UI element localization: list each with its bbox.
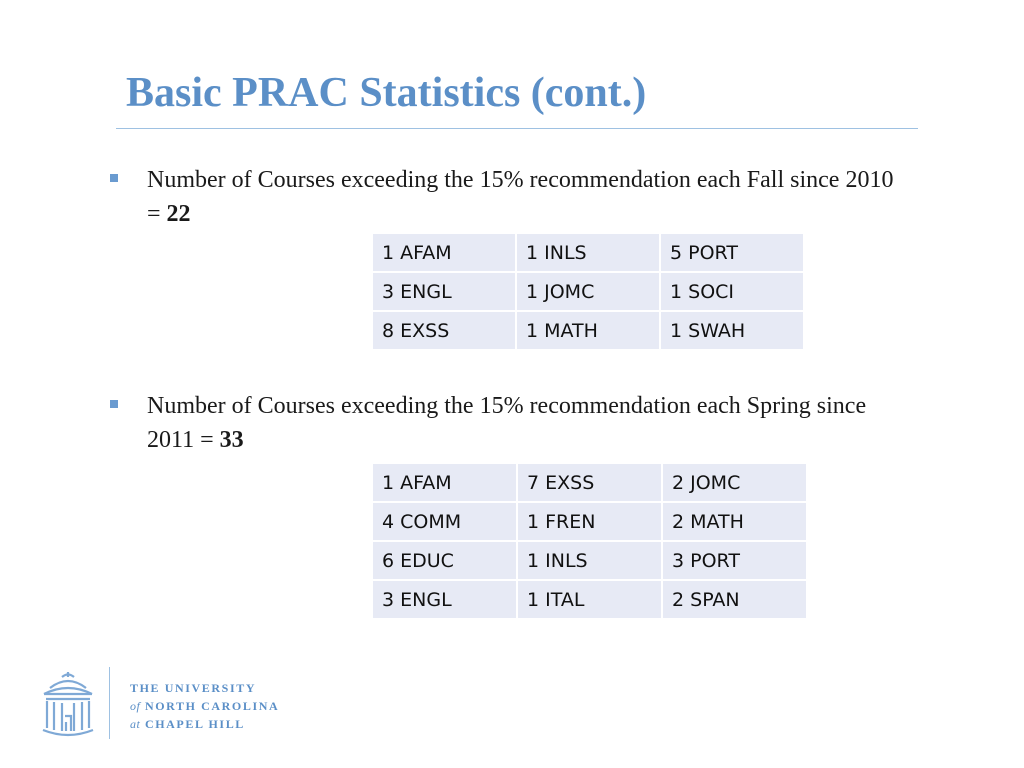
table-cell: 1 AFAM xyxy=(373,234,515,271)
table-cell: 2 SPAN xyxy=(663,581,806,618)
table-row xyxy=(373,542,806,579)
fall-bullet xyxy=(110,163,910,231)
wordmark-line-3: at CHAPEL HILL xyxy=(130,717,245,731)
table-cell: 1 INLS xyxy=(518,542,661,579)
table-row xyxy=(373,464,806,501)
table-cell: 5 PORT xyxy=(661,234,803,271)
table-cell: 1 JOMC xyxy=(517,273,659,310)
table-cell: 3 PORT xyxy=(663,542,806,579)
table-cell: 1 SOCI xyxy=(661,273,803,310)
bullet-square-icon xyxy=(110,400,118,408)
fall-description: Number of Courses exceeding the 15% recommendation each Fall since 2010 = xyxy=(147,167,894,227)
table-row xyxy=(373,503,806,540)
table-cell: 1 SWAH xyxy=(661,312,803,349)
table-cell: 7 EXSS xyxy=(518,464,661,501)
spring-bullet xyxy=(110,389,910,457)
wordmark-line-2: of NORTH CAROLINA xyxy=(130,699,280,713)
table-cell: 1 MATH xyxy=(517,312,659,349)
table-cell: 1 FREN xyxy=(518,503,661,540)
spring-bullet-text xyxy=(147,389,910,457)
table-cell: 3 ENGL xyxy=(373,581,516,618)
table-row xyxy=(373,312,803,349)
title-divider xyxy=(116,128,918,129)
table-cell: 2 MATH xyxy=(663,503,806,540)
table-row xyxy=(373,581,806,618)
table-cell: 3 ENGL xyxy=(373,273,515,310)
old-well-icon xyxy=(38,668,98,740)
fall-count: 22 xyxy=(166,201,191,227)
table-cell: 1 ITAL xyxy=(518,581,661,618)
table-cell: 1 INLS xyxy=(517,234,659,271)
spring-description: Number of Courses exceeding the 15% recommendation each Spring since 2011 = xyxy=(147,393,867,453)
table-row xyxy=(373,273,803,310)
table-cell: 2 JOMC xyxy=(663,464,806,501)
fall-courses-table xyxy=(371,232,805,351)
bullet-square-icon xyxy=(110,174,118,182)
table-cell: 1 AFAM xyxy=(373,464,516,501)
spring-courses-table xyxy=(371,462,808,620)
table-cell: 8 EXSS xyxy=(373,312,515,349)
table-cell: 4 COMM xyxy=(373,503,516,540)
wordmark-line-1: THE UNIVERSITY xyxy=(130,681,257,695)
table-row xyxy=(373,234,803,271)
spring-count: 33 xyxy=(219,427,244,453)
fall-bullet-text xyxy=(147,163,910,231)
table-cell: 6 EDUC xyxy=(373,542,516,579)
footer-divider xyxy=(109,667,110,739)
slide-title: Basic PRAC Statistics (cont.) xyxy=(126,70,647,116)
university-wordmark xyxy=(130,679,279,733)
